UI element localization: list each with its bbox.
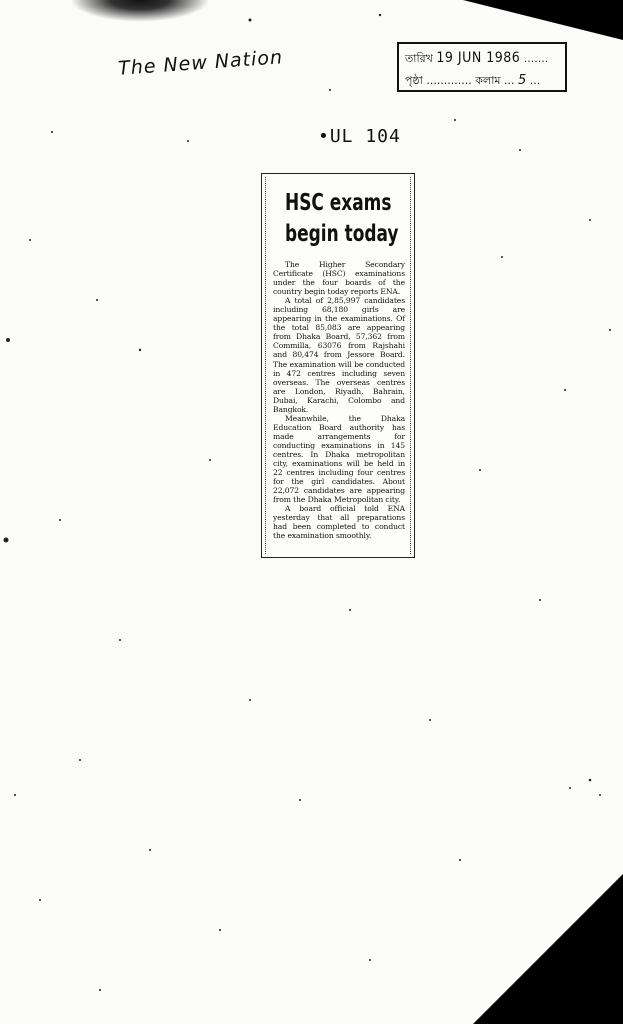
stamp-date-row: তারিখ 19 JUN 1986 .......: [405, 50, 549, 66]
article-headline: [285, 188, 399, 250]
newspaper-clipping: [261, 173, 415, 558]
stamp-column-label: কলাম: [475, 74, 501, 87]
article-paragraph: The Higher Secondary Certificate (HSC) examinations under the four boards of the country begin today reports ENA.: [273, 260, 405, 297]
stamp-page-row: পৃষ্ঠা ............. কলাম ... 5 ...: [405, 73, 541, 88]
file-number: •UL 104: [318, 126, 401, 147]
handwritten-newspaper-name: The New Nation: [117, 46, 284, 80]
stamp-page-label: পৃষ্ঠা: [405, 74, 423, 87]
stamp-date-label: তারিখ: [405, 52, 433, 65]
headline-line-1: HSC exams: [285, 190, 392, 216]
date-stamp: [397, 42, 567, 92]
article-paragraph: A board official told ENA yesterday that all preparations had been completed to conduct the examination smoothly.: [273, 504, 405, 541]
article-paragraph: A total of 2,85,997 candidates including 68,180 girls are appearing in the examinations. Of the total 85,083 are appearing from Dhaka Board, 57,362 from Commilla, 63076 from Rajshahi and 80,474 from Jessore Board. The examination will be conducted in 472 centres including seven overseas. The overseas centres are London, Riyadh, Bahrain, Dubai, Karachi, Colombo and Bangkok.: [273, 296, 405, 414]
headline-line-2: begin today: [285, 221, 399, 247]
stamp-column-value: 5: [518, 73, 527, 88]
article-paragraph: Meanwhile, the Dhaka Education Board authority has made arrangements for conducting examinations in 145 centres. In Dhaka metropolitan city, examinations will be held in 22 centres including four centres for the girl candidates. About 22,072 candidates are appearing from the Dhaka Metropolitan city.: [273, 413, 405, 505]
stamp-date-value: 19 JUN 1986: [436, 50, 521, 66]
